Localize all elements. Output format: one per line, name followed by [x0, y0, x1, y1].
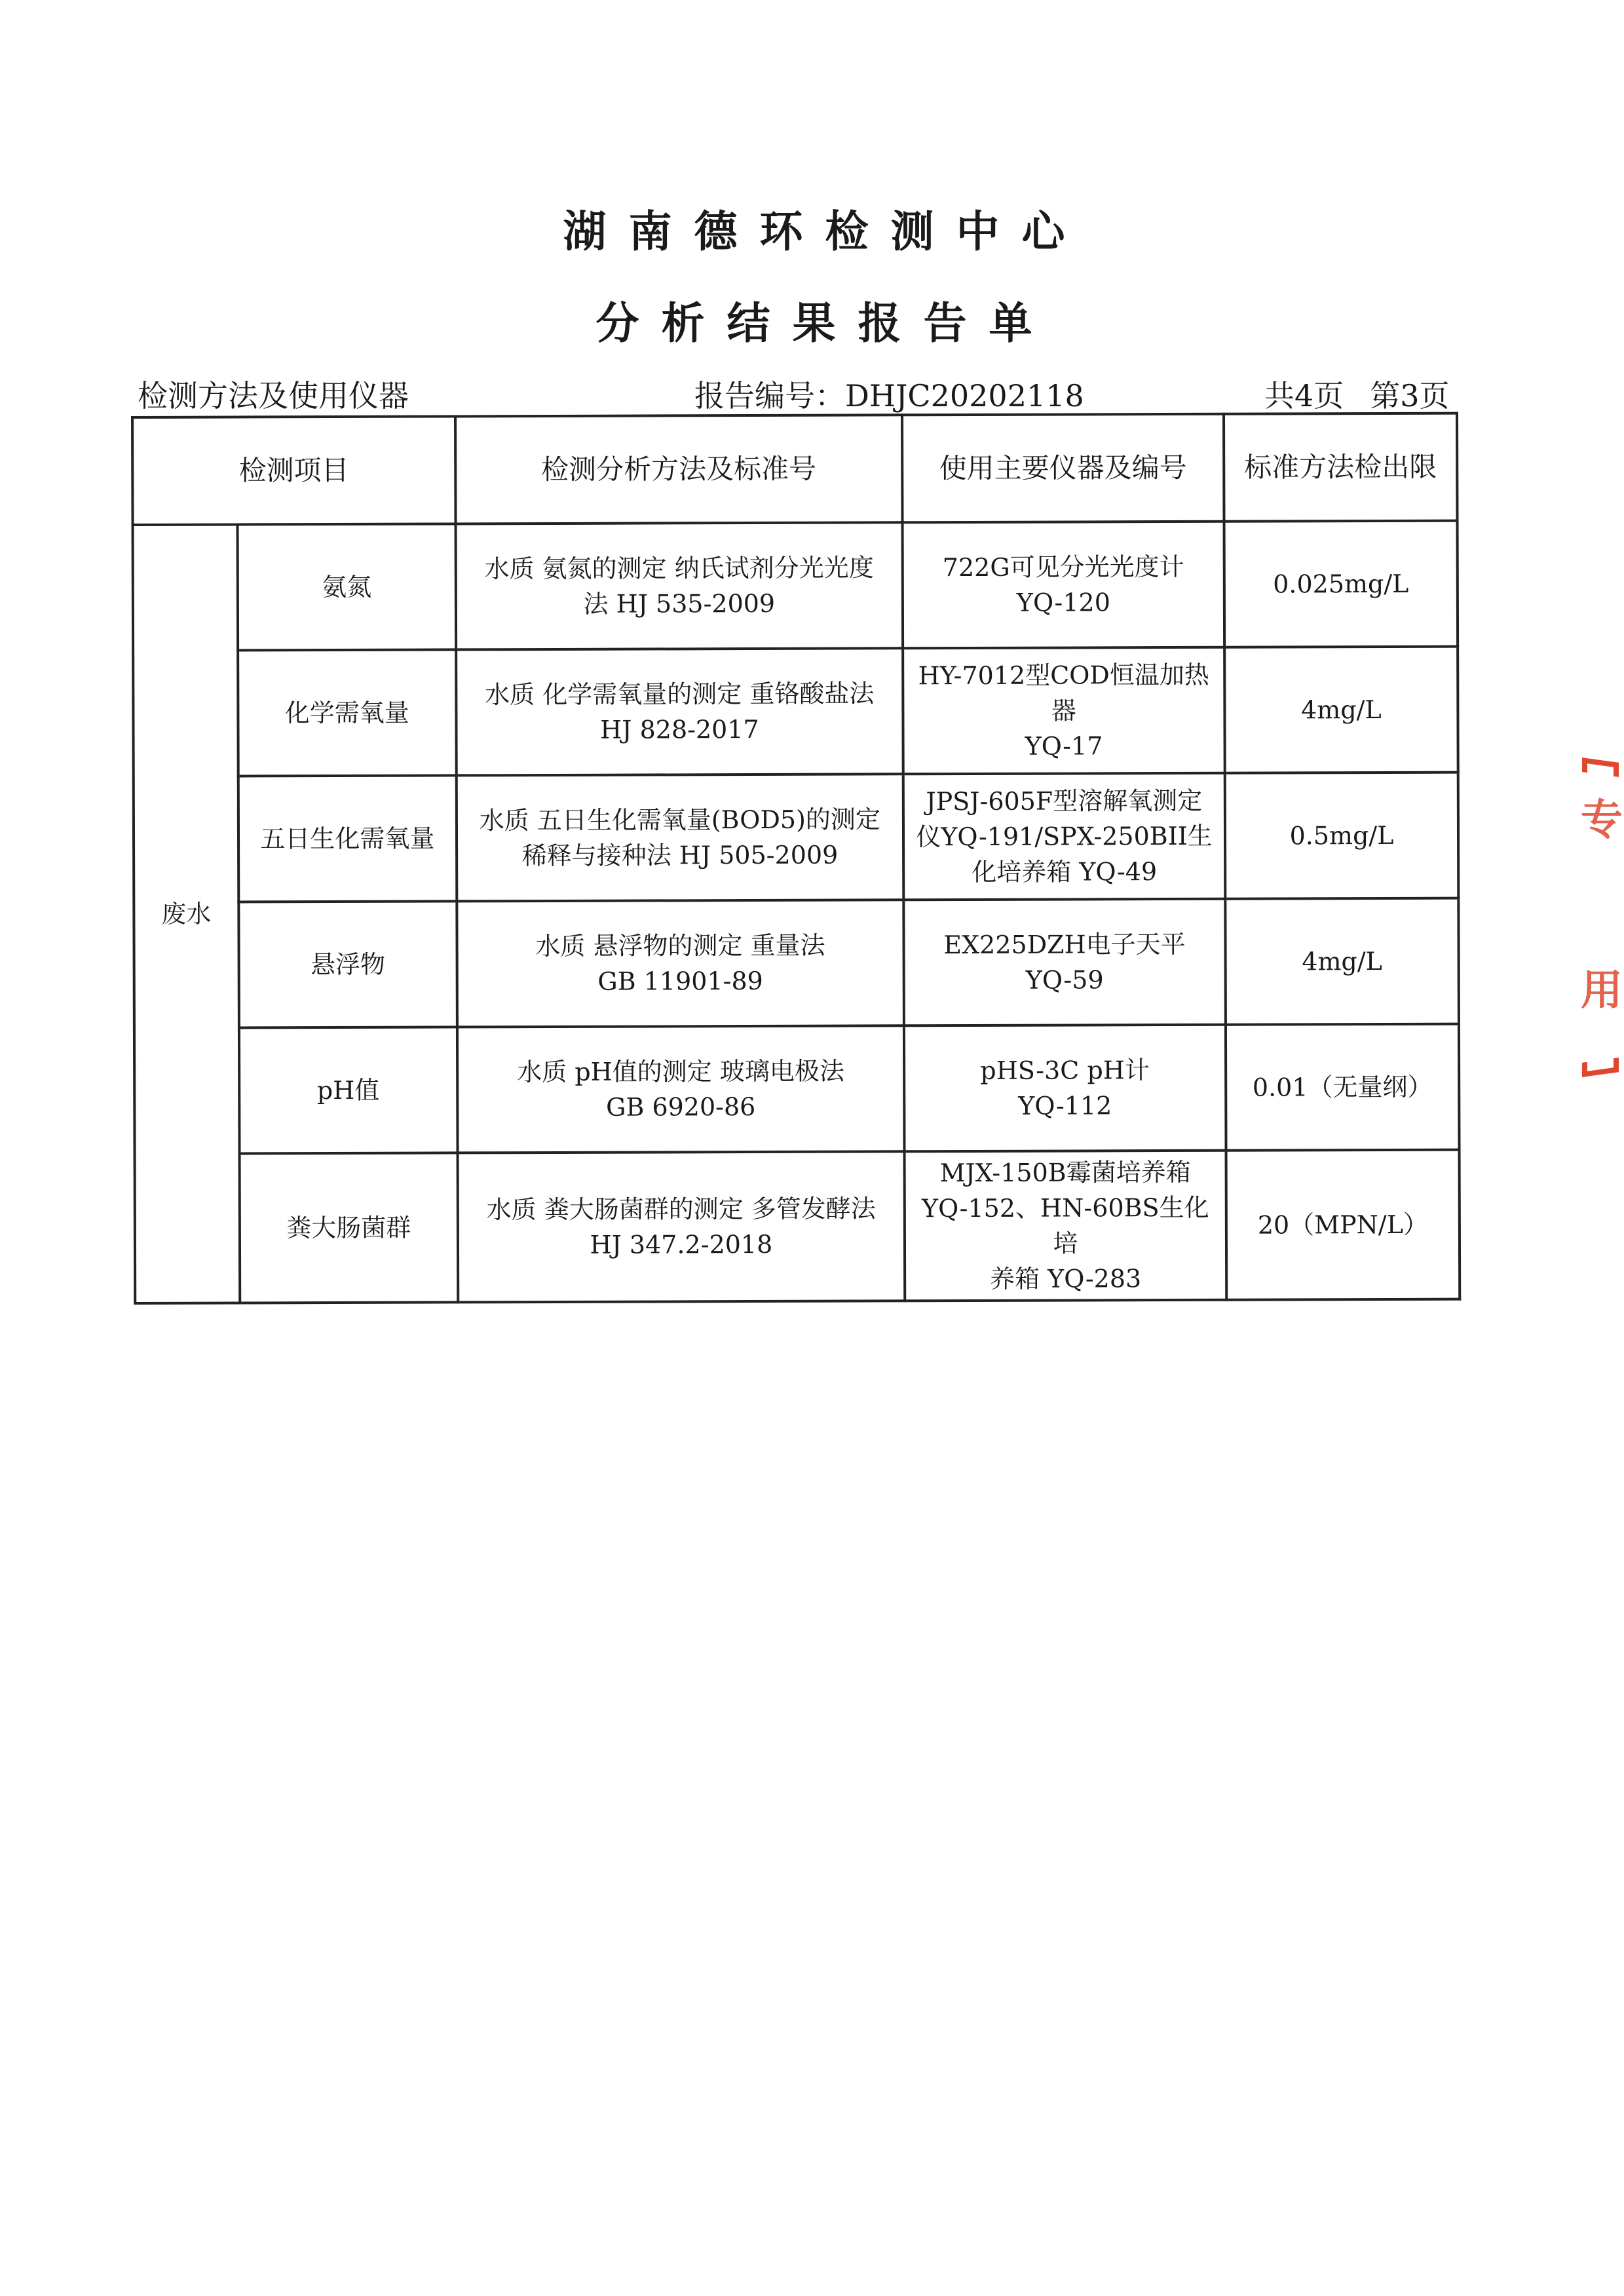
red-stamp	[1569, 760, 1624, 1075]
instrument-cell-line: 仪YQ-191/SPX-250BII生	[916, 821, 1213, 852]
instrument-cell	[905, 1151, 1227, 1301]
report-number: 报告编号：DHJC20202118	[694, 378, 1084, 413]
instrument-cell-line: YQ-120	[1016, 588, 1110, 617]
method-cell-line: 水质 化学需氧量的测定 重铬酸盐法	[485, 679, 875, 710]
instrument-cell-line: MJX-150B霉菌培养箱	[939, 1157, 1191, 1188]
method-cell-line: 水质 悬浮物的测定 重量法	[535, 930, 825, 961]
method-cell-line: 水质 pH值的测定 玻璃电极法	[517, 1056, 844, 1087]
method-cell	[456, 774, 903, 901]
method-cell-line: GB 6920-86	[605, 1092, 756, 1122]
method-cell-line: 水质 粪大肠菌群的测定 多管发酵法	[486, 1194, 876, 1225]
method-cell-line: HJ 828-2017	[600, 714, 759, 744]
stamp-char-1: 专	[1581, 796, 1623, 845]
instrument-cell-line: YQ-112	[1018, 1091, 1112, 1120]
method-cell-line: 法 HJ 535-2009	[583, 588, 776, 619]
item-cell: 化学需氧量	[238, 649, 456, 776]
column-header-limit: 标准方法检出限	[1224, 413, 1458, 522]
method-cell	[455, 522, 903, 649]
method-cell	[456, 648, 903, 775]
table-row	[133, 647, 1458, 776]
instrument-cell-line: JPSJ-605F型溶解氧测定	[926, 786, 1203, 816]
table-row	[133, 521, 1458, 651]
stamp-bracket-bottom	[1582, 1058, 1619, 1077]
limit-cell: 4mg/L	[1225, 898, 1459, 1025]
instrument-cell	[903, 522, 1225, 649]
method-cell-line: HJ 347.2-2018	[590, 1229, 773, 1259]
instrument-cell-line: 养箱 YQ-283	[989, 1264, 1142, 1293]
instrument-cell-line: 722G可见分光光度计	[942, 552, 1184, 583]
page-info	[1264, 372, 1450, 415]
instrument-cell	[903, 899, 1226, 1026]
item-cell: 氨氮	[237, 524, 455, 650]
instrument-cell	[903, 647, 1225, 775]
table-row	[134, 898, 1459, 1028]
column-header-method: 检测分析方法及标准号	[455, 415, 903, 524]
instrument-cell-line: 化培养箱 YQ-49	[972, 857, 1158, 887]
stamp-char-2: 用	[1581, 966, 1623, 1015]
category-cell: 废水	[133, 524, 240, 1303]
section-label: 检测方法及使用仪器	[138, 378, 409, 413]
table-header-row	[132, 413, 1458, 525]
instrument-cell	[903, 773, 1226, 900]
document-title: 分析结果报告单	[595, 297, 1055, 349]
item-cell: 悬浮物	[238, 901, 457, 1027]
column-header-instrument: 使用主要仪器及编号	[902, 414, 1224, 523]
instrument-cell-line: HY-7012型COD恒温加热器	[918, 660, 1209, 725]
limit-cell: 0.5mg/L	[1225, 773, 1459, 899]
instrument-cell-line: pHS-3C pH计	[980, 1056, 1150, 1085]
method-cell-line: 水质 氨氮的测定 纳氏试剂分光光度	[484, 553, 874, 584]
instrument-cell-line: YQ-59	[1025, 965, 1104, 995]
total-pages: 共4页	[1264, 378, 1344, 413]
method-cell-line: 稀释与接种法 HJ 505-2009	[521, 840, 839, 871]
method-cell-line: 水质 五日生化需氧量(BOD5)的测定	[479, 805, 880, 835]
table-row	[134, 1024, 1460, 1154]
methods-table	[131, 412, 1461, 1305]
method-cell	[457, 900, 904, 1027]
limit-cell: 0.025mg/L	[1224, 521, 1458, 647]
method-cell	[457, 1025, 905, 1153]
instrument-cell-line: YQ-17	[1025, 731, 1103, 761]
column-header-item: 检测项目	[132, 416, 455, 525]
instrument-cell	[904, 1025, 1226, 1152]
table-row	[135, 1150, 1460, 1303]
instrument-cell-line: YQ-152、HN-60BS生化培	[921, 1193, 1209, 1258]
organization-title: 湖南德环检测中心	[563, 206, 1087, 257]
limit-cell: 0.01（无量纲）	[1226, 1024, 1460, 1151]
method-cell	[457, 1151, 905, 1302]
table-row	[134, 773, 1459, 902]
item-cell: 五日生化需氧量	[238, 775, 457, 902]
page-number: 第3页	[1370, 378, 1450, 413]
stamp-bracket-top	[1582, 757, 1619, 777]
instrument-cell-line: EX225DZH电子天平	[943, 929, 1186, 960]
item-cell: 粪大肠菌群	[239, 1153, 458, 1303]
item-cell: pH值	[239, 1027, 457, 1153]
limit-cell: 4mg/L	[1224, 647, 1458, 773]
limit-cell: 20（MPN/L）	[1226, 1150, 1460, 1300]
method-cell-line: GB 11901-89	[597, 966, 763, 996]
